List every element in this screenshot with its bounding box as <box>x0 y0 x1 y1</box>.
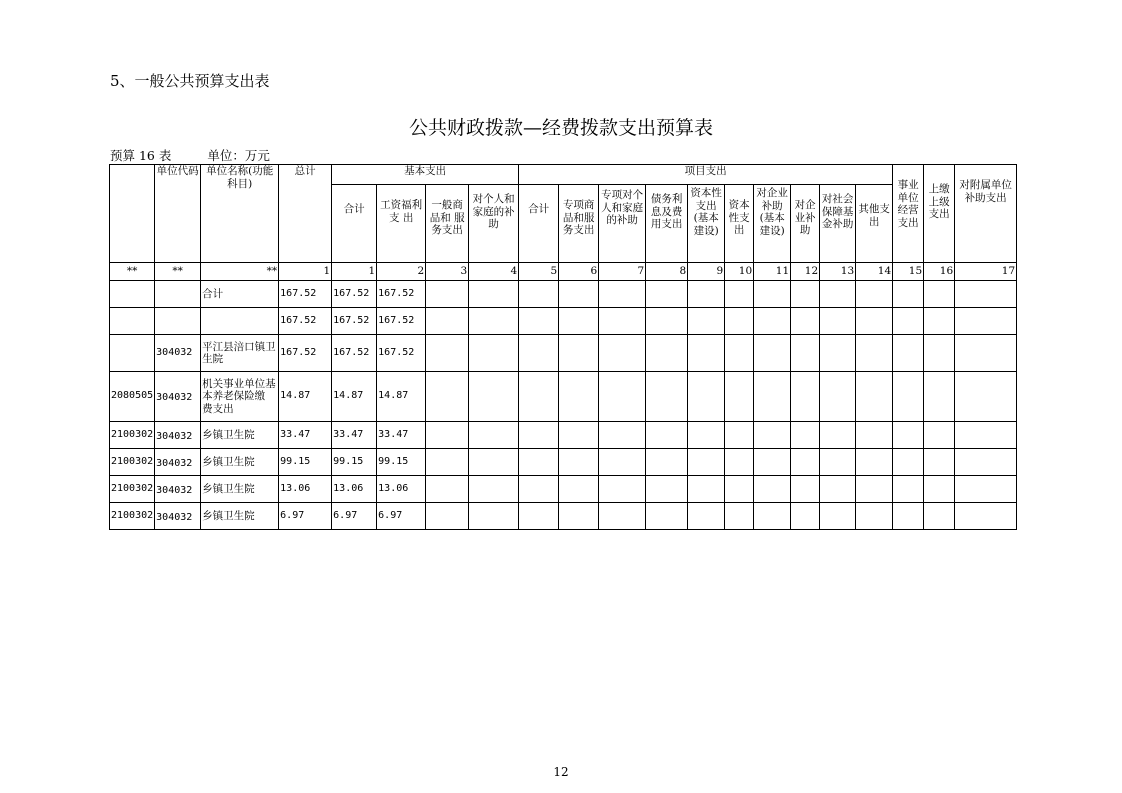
header-unit-code: 单位代码 <box>155 165 201 263</box>
empty-cell <box>955 308 1017 335</box>
empty-cell <box>924 335 955 372</box>
empty-cell <box>955 335 1017 372</box>
index-cell: 9 <box>688 263 725 281</box>
subject-code-cell: 2080505 <box>110 372 155 422</box>
empty-cell <box>688 476 725 503</box>
empty-cell <box>924 449 955 476</box>
empty-cell <box>924 372 955 422</box>
unit-name-cell: 合计 <box>201 281 279 308</box>
empty-cell <box>754 281 791 308</box>
header-project-social-security: 对社会 保障基金补助 <box>820 185 856 263</box>
table-row <box>110 422 1017 449</box>
empty-cell <box>856 335 893 372</box>
unit-code-cell: 304032 <box>155 449 201 476</box>
total-cell: 167.52 <box>279 308 332 335</box>
empty-cell <box>820 372 856 422</box>
unit-name-cell: 机关事业单位基本养老保险缴 费支出 <box>201 372 279 422</box>
header-project-goods: 专项商品和服务支出 <box>559 185 599 263</box>
index-cell: 2 <box>377 263 426 281</box>
empty-cell <box>599 476 646 503</box>
empty-cell <box>519 503 559 530</box>
empty-cell <box>856 449 893 476</box>
unit-name-cell: 乡镇卫生院 <box>201 503 279 530</box>
basic-total-cell: 14.87 <box>332 372 377 422</box>
header-business-expense: 事业单位经营 支出 <box>893 165 924 263</box>
empty-cell <box>559 335 599 372</box>
empty-cell <box>599 281 646 308</box>
empty-cell <box>754 476 791 503</box>
basic-total-cell: 167.52 <box>332 281 377 308</box>
empty-cell <box>856 308 893 335</box>
empty-cell <box>599 422 646 449</box>
empty-cell <box>688 281 725 308</box>
header-subject <box>110 165 155 263</box>
empty-cell <box>559 422 599 449</box>
basic-total-cell: 167.52 <box>332 308 377 335</box>
empty-cell <box>893 308 924 335</box>
empty-cell <box>559 372 599 422</box>
table-row <box>110 281 1017 308</box>
empty-cell <box>924 422 955 449</box>
empty-cell <box>469 503 519 530</box>
main-title: 公共财政拨款—经费拨款支出预算表 <box>408 117 713 139</box>
empty-cell <box>820 503 856 530</box>
empty-cell <box>426 422 469 449</box>
empty-cell <box>519 476 559 503</box>
empty-cell <box>599 308 646 335</box>
empty-cell <box>426 335 469 372</box>
subject-code-cell <box>110 281 155 308</box>
empty-cell <box>646 476 688 503</box>
empty-cell <box>893 372 924 422</box>
subject-code-cell: 2100302 <box>110 503 155 530</box>
total-cell: 99.15 <box>279 449 332 476</box>
header-project-enterprise-construction: 对企业补助(基本建设) <box>754 185 791 263</box>
empty-cell <box>955 503 1017 530</box>
empty-cell <box>426 476 469 503</box>
unit-code-cell: 304032 <box>155 503 201 530</box>
table-meta <box>110 146 302 164</box>
index-cell: 3 <box>426 263 469 281</box>
unit-code-cell <box>155 281 201 308</box>
empty-cell <box>469 449 519 476</box>
empty-cell <box>688 449 725 476</box>
section-title: 5、一般公共预算支出表 <box>110 72 270 90</box>
empty-cell <box>426 449 469 476</box>
empty-cell <box>426 372 469 422</box>
wage-cell: 33.47 <box>377 422 426 449</box>
basic-total-cell: 13.06 <box>332 476 377 503</box>
empty-cell <box>791 372 820 422</box>
empty-cell <box>955 449 1017 476</box>
empty-cell <box>646 422 688 449</box>
empty-cell <box>559 476 599 503</box>
empty-cell <box>820 422 856 449</box>
empty-cell <box>426 281 469 308</box>
empty-cell <box>754 422 791 449</box>
subject-code-cell <box>110 335 155 372</box>
subject-code-cell: 2100302 <box>110 476 155 503</box>
header-basic-goods: 一般商品和 服务支出 <box>426 185 469 263</box>
table-row <box>110 476 1017 503</box>
empty-cell <box>856 281 893 308</box>
empty-cell <box>725 281 754 308</box>
index-cell: 16 <box>924 263 955 281</box>
empty-cell <box>791 308 820 335</box>
empty-cell <box>646 503 688 530</box>
empty-cell <box>519 335 559 372</box>
index-cell: 7 <box>599 263 646 281</box>
header-project-other: 其他支出 <box>856 185 893 263</box>
empty-cell <box>469 372 519 422</box>
wage-cell: 13.06 <box>377 476 426 503</box>
header-project-expense: 项目支出 <box>519 165 893 185</box>
empty-cell <box>559 281 599 308</box>
basic-total-cell: 167.52 <box>332 335 377 372</box>
empty-cell <box>955 422 1017 449</box>
table-row <box>110 503 1017 530</box>
header-basic-total: 合计 <box>332 185 377 263</box>
index-cell: 12 <box>791 263 820 281</box>
empty-cell <box>820 335 856 372</box>
header-project-enterprise: 对企业补助 <box>791 185 820 263</box>
index-cell: 17 <box>955 263 1017 281</box>
header-project-capital-construction: 资本性支出(基本建设) <box>688 185 725 263</box>
empty-cell <box>469 308 519 335</box>
wage-cell: 167.52 <box>377 335 426 372</box>
header-project-personal: 专项对个人和家庭的补助 <box>599 185 646 263</box>
table-row <box>110 335 1017 372</box>
empty-cell <box>754 449 791 476</box>
total-cell: 14.87 <box>279 372 332 422</box>
empty-cell <box>820 281 856 308</box>
empty-cell <box>791 335 820 372</box>
empty-cell <box>893 422 924 449</box>
empty-cell <box>791 281 820 308</box>
empty-cell <box>688 308 725 335</box>
empty-cell <box>599 372 646 422</box>
empty-cell <box>856 503 893 530</box>
total-cell: 13.06 <box>279 476 332 503</box>
empty-cell <box>725 422 754 449</box>
index-cell: 5 <box>519 263 559 281</box>
unit-code-cell <box>155 308 201 335</box>
subject-code-cell: 2100302 <box>110 449 155 476</box>
header-upper-payment: 上缴上级支出 <box>924 165 955 263</box>
wage-cell: 14.87 <box>377 372 426 422</box>
empty-cell <box>725 476 754 503</box>
empty-cell <box>924 308 955 335</box>
unit-name-cell <box>201 308 279 335</box>
header-total: 总计 <box>279 165 332 263</box>
empty-cell <box>924 476 955 503</box>
empty-cell <box>559 308 599 335</box>
index-cell: 10 <box>725 263 754 281</box>
empty-cell <box>599 503 646 530</box>
total-cell: 167.52 <box>279 335 332 372</box>
index-cell: 1 <box>332 263 377 281</box>
empty-cell <box>955 281 1017 308</box>
basic-total-cell: 33.47 <box>332 422 377 449</box>
table-row <box>110 372 1017 422</box>
index-cell: 4 <box>469 263 519 281</box>
table-row <box>110 308 1017 335</box>
empty-cell <box>469 476 519 503</box>
empty-cell <box>893 449 924 476</box>
empty-cell <box>725 449 754 476</box>
empty-cell <box>955 372 1017 422</box>
empty-cell <box>856 476 893 503</box>
empty-cell <box>559 449 599 476</box>
empty-cell <box>893 503 924 530</box>
header-project-total: 合计 <box>519 185 559 263</box>
header-subsidiary-subsidy: 对附属单位补助支出 <box>955 165 1017 263</box>
empty-cell <box>519 308 559 335</box>
unit-name-cell: 乡镇卫生院 <box>201 476 279 503</box>
empty-cell <box>426 308 469 335</box>
index-cell: 14 <box>856 263 893 281</box>
empty-cell <box>820 476 856 503</box>
empty-cell <box>820 449 856 476</box>
index-cell: 1 <box>279 263 332 281</box>
empty-cell <box>725 308 754 335</box>
unit-name-cell: 乡镇卫生院 <box>201 449 279 476</box>
empty-cell <box>469 335 519 372</box>
total-cell: 167.52 <box>279 281 332 308</box>
subject-code-cell: 2100302 <box>110 422 155 449</box>
unit-code-cell: 304032 <box>155 476 201 503</box>
empty-cell <box>955 476 1017 503</box>
empty-cell <box>688 372 725 422</box>
empty-cell <box>820 308 856 335</box>
header-project-capital: 资本性支出 <box>725 185 754 263</box>
unit-code-cell: 304032 <box>155 372 201 422</box>
empty-cell <box>725 335 754 372</box>
unit-code-cell: 304032 <box>155 422 201 449</box>
empty-cell <box>646 308 688 335</box>
header-basic-personal: 对个人和家庭的补助 <box>469 185 519 263</box>
index-cell: ** <box>201 263 279 281</box>
unit-label: 单位：万元 <box>207 148 270 163</box>
empty-cell <box>725 372 754 422</box>
empty-cell <box>519 422 559 449</box>
budget-table <box>109 164 1017 530</box>
unit-name-cell: 平江县涪口镇卫生院 <box>201 335 279 372</box>
index-cell: 13 <box>820 263 856 281</box>
index-cell: ** <box>110 263 155 281</box>
index-cell: 8 <box>646 263 688 281</box>
empty-cell <box>893 281 924 308</box>
wage-cell: 99.15 <box>377 449 426 476</box>
index-cell: 6 <box>559 263 599 281</box>
empty-cell <box>519 372 559 422</box>
basic-total-cell: 99.15 <box>332 449 377 476</box>
subject-code-cell <box>110 308 155 335</box>
index-row <box>110 263 1017 281</box>
table-number: 预算 16 表 <box>110 148 172 163</box>
empty-cell <box>725 503 754 530</box>
empty-cell <box>754 308 791 335</box>
empty-cell <box>688 503 725 530</box>
empty-cell <box>924 281 955 308</box>
empty-cell <box>754 372 791 422</box>
table-row <box>110 449 1017 476</box>
empty-cell <box>893 335 924 372</box>
empty-cell <box>688 422 725 449</box>
index-cell: 15 <box>893 263 924 281</box>
empty-cell <box>519 449 559 476</box>
empty-cell <box>893 476 924 503</box>
header-unit-name: 单位名称(功能科目) <box>201 165 279 263</box>
empty-cell <box>426 503 469 530</box>
total-cell: 6.97 <box>279 503 332 530</box>
unit-code-cell: 304032 <box>155 335 201 372</box>
empty-cell <box>469 281 519 308</box>
basic-total-cell: 6.97 <box>332 503 377 530</box>
empty-cell <box>646 372 688 422</box>
empty-cell <box>688 335 725 372</box>
wage-cell: 167.52 <box>377 281 426 308</box>
empty-cell <box>791 422 820 449</box>
empty-cell <box>519 281 559 308</box>
empty-cell <box>791 449 820 476</box>
empty-cell <box>924 503 955 530</box>
empty-cell <box>754 503 791 530</box>
header-basic-expense: 基本支出 <box>332 165 519 185</box>
empty-cell <box>856 422 893 449</box>
empty-cell <box>791 476 820 503</box>
empty-cell <box>646 335 688 372</box>
empty-cell <box>599 335 646 372</box>
index-cell: ** <box>155 263 201 281</box>
index-cell: 11 <box>754 263 791 281</box>
empty-cell <box>599 449 646 476</box>
wage-cell: 6.97 <box>377 503 426 530</box>
wage-cell: 167.52 <box>377 308 426 335</box>
empty-cell <box>646 281 688 308</box>
empty-cell <box>791 503 820 530</box>
header-basic-wage: 工资福利支 出 <box>377 185 426 263</box>
empty-cell <box>754 335 791 372</box>
empty-cell <box>469 422 519 449</box>
total-cell: 33.47 <box>279 422 332 449</box>
empty-cell <box>856 372 893 422</box>
empty-cell <box>559 503 599 530</box>
unit-name-cell: 乡镇卫生院 <box>201 422 279 449</box>
header-project-debt: 债务利息及费用支出 <box>646 185 688 263</box>
page-number: 12 <box>553 765 569 779</box>
empty-cell <box>646 449 688 476</box>
